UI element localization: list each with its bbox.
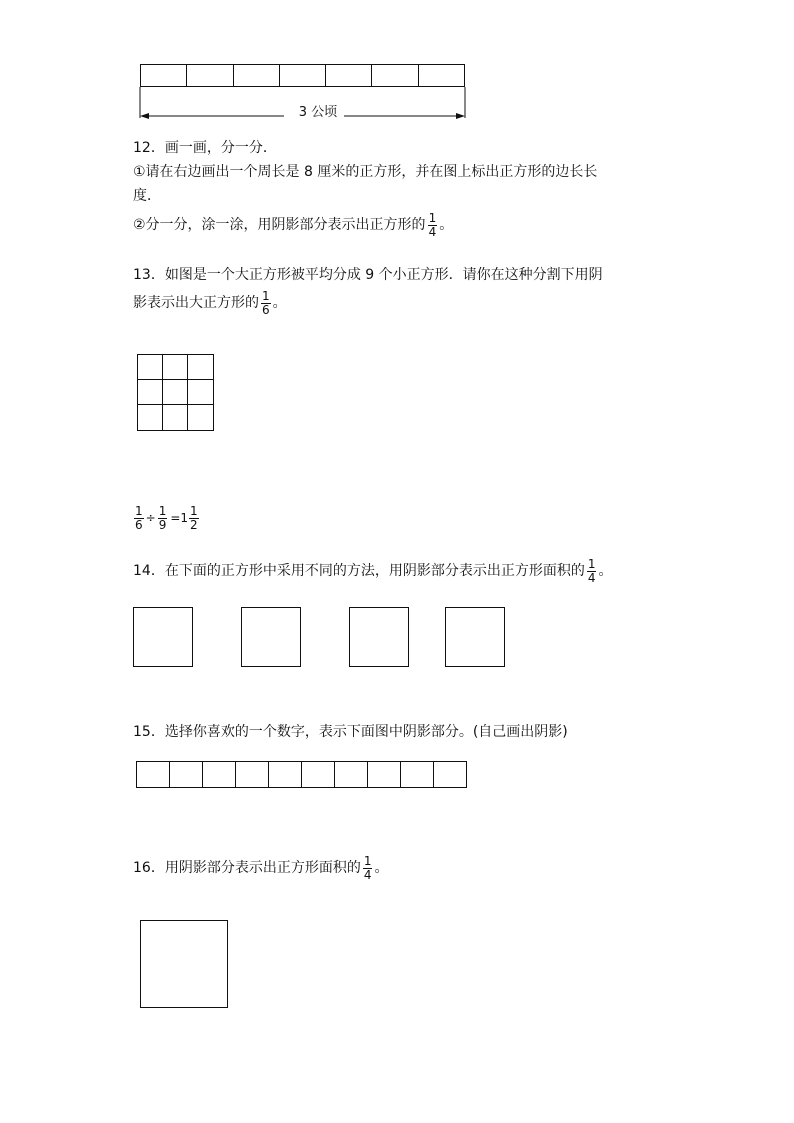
strip-cell	[280, 65, 326, 86]
grid-cell	[163, 405, 188, 430]
fraction-numerator: 1	[428, 210, 437, 225]
strip-cell	[170, 762, 203, 787]
fraction-numerator: 1	[587, 556, 596, 571]
fraction-numerator: 1	[158, 503, 167, 518]
grid-cell	[188, 380, 213, 405]
strip-cell	[372, 65, 418, 86]
strip-cell	[137, 762, 170, 787]
fraction-one-quarter	[428, 212, 438, 239]
question-12-item1-line1: ①请在右边画出一个周长是 8 厘米的正方形，并在图上标出正方形的边长长	[133, 164, 598, 180]
period: 。	[439, 217, 454, 233]
question-13-line1: 13．如图是一个大正方形被平均分成 9 个小正方形．请你在这种分割下用阴	[133, 267, 603, 283]
fraction-numerator: 1	[363, 853, 372, 868]
hectare-strip	[140, 64, 465, 87]
large-square	[140, 920, 228, 1008]
strip-cell	[187, 65, 233, 86]
square-3	[349, 607, 409, 667]
question-13-line2	[133, 288, 287, 318]
strip-cell	[141, 65, 187, 86]
strip-cell	[335, 762, 368, 787]
fraction-denominator: 4	[428, 224, 437, 239]
formula-fraction-a	[134, 505, 144, 532]
grid-cell	[138, 405, 163, 430]
question-12-item2-text: ②分一分，涂一涂，用阴影部分表示出正方形的	[133, 217, 426, 233]
question-14-text: 14．在下面的正方形中采用不同的方法，用阴影部分表示出正方形面积的	[133, 563, 585, 579]
equals-whole: =1	[170, 511, 189, 525]
strip-cell	[434, 762, 466, 787]
square-4	[445, 607, 505, 667]
question-12-item1-line2: 度．	[133, 188, 161, 204]
fraction-denominator: 4	[587, 570, 596, 585]
period: 。	[272, 295, 287, 311]
fraction-one-quarter	[587, 558, 597, 585]
fraction-denominator: 4	[363, 867, 372, 882]
fraction-denominator: 2	[190, 517, 198, 532]
strip-cell	[236, 762, 269, 787]
grid-cell	[188, 405, 213, 430]
strip-cell	[234, 65, 280, 86]
hectare-label: 3 公顷	[298, 105, 338, 120]
formula-fraction-c	[189, 505, 199, 532]
fraction-denominator: 9	[158, 517, 167, 532]
strip-cell	[401, 762, 434, 787]
fraction-numerator: 1	[190, 503, 198, 518]
square-1	[133, 607, 193, 667]
grid-cell	[138, 355, 163, 380]
fraction-numerator: 1	[135, 503, 143, 518]
ten-cell-strip	[136, 761, 467, 788]
formula-fraction-b	[158, 505, 168, 532]
strip-cell	[326, 65, 372, 86]
strip-cell	[203, 762, 236, 787]
question-12-item2	[133, 210, 453, 240]
question-14	[133, 556, 612, 586]
grid-cell	[163, 380, 188, 405]
fraction-one-quarter	[363, 855, 373, 882]
period: 。	[374, 860, 389, 876]
grid-cell	[188, 355, 213, 380]
strip-cell	[419, 65, 464, 86]
nine-square-grid	[137, 354, 214, 431]
question-12-title: 12．画一画，分一分．	[133, 140, 277, 156]
division-formula	[133, 498, 200, 538]
question-15: 15．选择你喜欢的一个数字，表示下面图中阴影部分。(自己画出阴影)	[133, 724, 568, 740]
strip-cell	[302, 762, 335, 787]
fraction-one-sixth	[261, 290, 271, 317]
fraction-numerator: 1	[262, 288, 270, 303]
grid-cell	[163, 355, 188, 380]
grid-cell	[138, 380, 163, 405]
question-13-line2-text: 影表示出大正方形的	[133, 295, 259, 311]
fraction-denominator: 6	[135, 517, 143, 532]
strip-cell	[269, 762, 302, 787]
period: 。	[598, 563, 613, 579]
question-16-text: 16．用阴影部分表示出正方形面积的	[133, 860, 361, 876]
question-16	[133, 853, 388, 883]
divide-operator: ÷	[145, 511, 156, 525]
fraction-denominator: 6	[262, 302, 270, 317]
square-2	[241, 607, 301, 667]
strip-cell	[368, 762, 401, 787]
